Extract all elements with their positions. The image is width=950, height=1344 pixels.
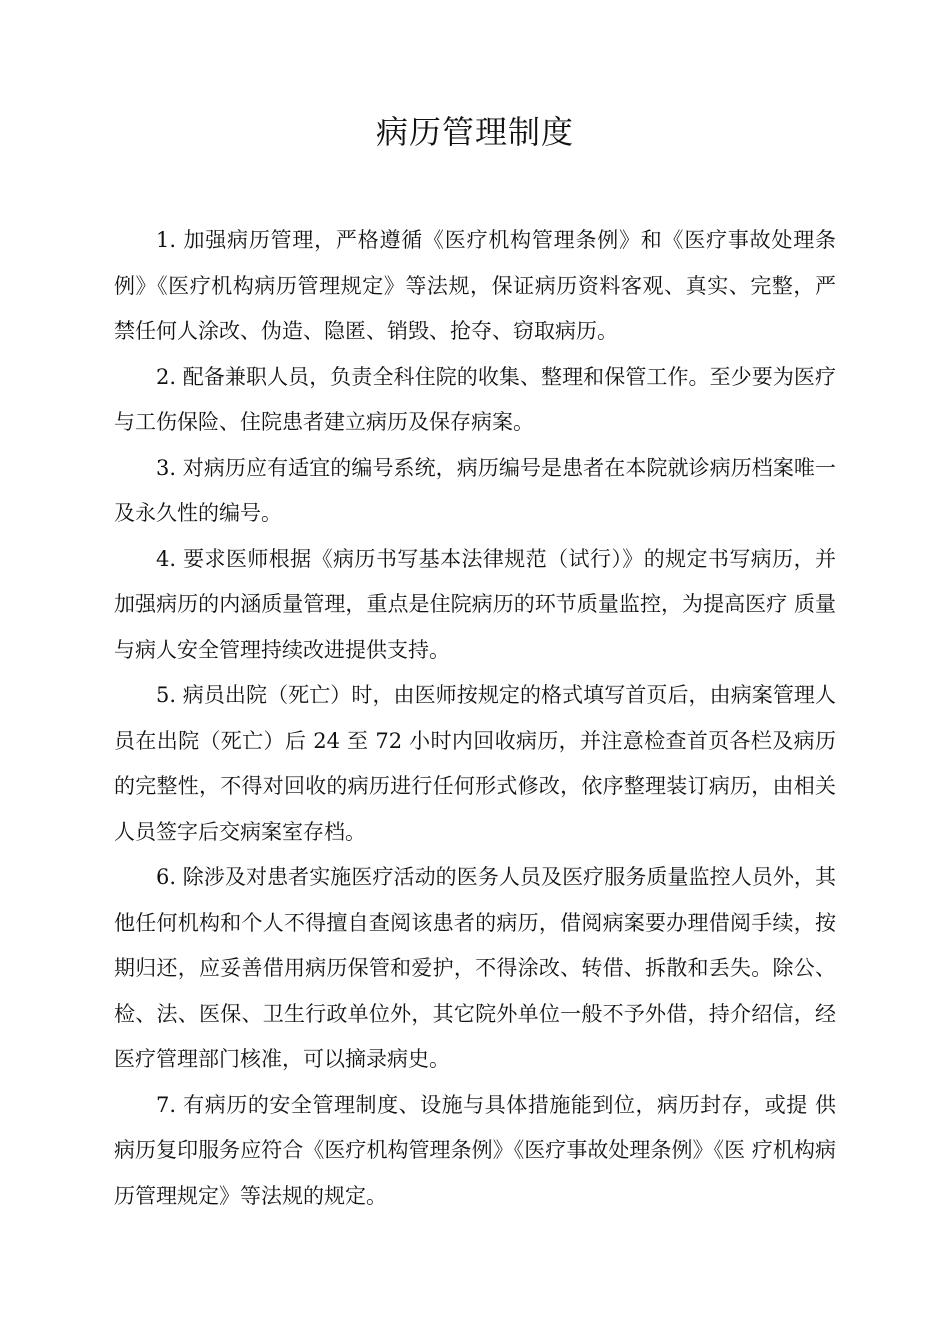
paragraph-7: 7. 有病历的安全管理制度、设施与具体措施能到位，病历封存，或提 供病历复印服务应符合《医疗机构管理条例》《医疗事故处理条例》《医 疗机构病历管理规定》等法规的规定。 [114,1092,836,1208]
page-title: 病历管理制度 [375,113,574,151]
document-body [114,218,836,1219]
paragraph-2: 2. 配备兼职人员，负责全科住院的收集、整理和保管工作。至少要为医疗与工伤保险、住院患者建立病历及保存病案。 [114,364,836,434]
paragraph-6: 6. 除涉及对患者实施医疗活动的医务人员及医疗服务质量监控人员外，其他任何机构和个人不得擅自查阅该患者的病历，借阅病案要办理借阅手续，按期归还，应妥善借用病历保管和爱护，不得涂改、转借、拆散和丢失。除公、检、法、医保、卫生行政单位外，其它院外单位一般不予外借，持介绍信，经医疗管理部门核准，可以摘录病史。 [114,865,836,1071]
paragraph-5: 5. 病员出院（死亡）时，由医师按规定的格式填写首页后，由病案管理人员在出院（死亡）后 24 至 72 小时内回收病历，并注意检查首页各栏及病历的完整性，不得对回收的病历进行任何形式修改，依序整理装订病历，由相关人员签字后交病案室存档。 [114,683,836,844]
paragraph-4: 4. 要求医师根据《病历书写基本法律规范（试行）》的规定书写病历，并 加强病历的内涵质量管理，重点是住院病历的环节质量监控，为提高医疗 质量与病人安全管理持续改进提供支持。 [114,546,836,662]
paragraph-1: 1. 加强病历管理，严格遵循《医疗机构管理条例》和《医疗事故处理条例》《医疗机构病历管理规定》等法规，保证病历资料客观、真实、完整，严禁任何人涂改、伪造、隐匿、销毁、抢夺、窃取病历。 [114,228,836,343]
paragraph-3: 3. 对病历应有适宜的编号系统，病历编号是患者在本院就诊病历档案唯一及永久性的编号。 [114,455,836,525]
